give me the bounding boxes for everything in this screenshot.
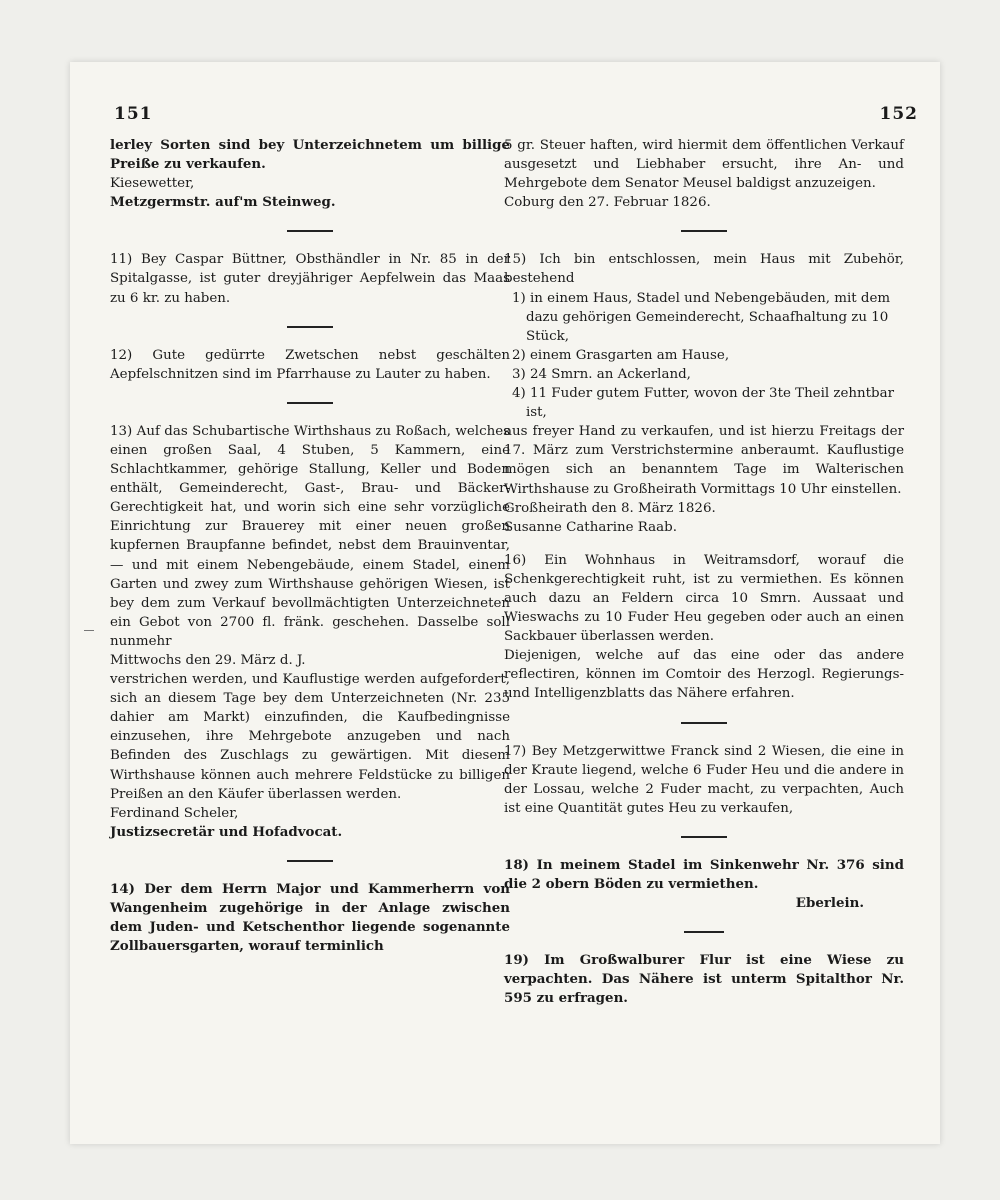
ad-18-signature: Eberlein. — [795, 895, 864, 912]
ad-15-date: Großheirath den 8. März 1826. — [504, 500, 716, 516]
list-item: 2) einem Grasgarten am Hause, — [512, 347, 730, 363]
ad-signature-title: Metzgermstr. auf'm Steinweg. — [110, 194, 336, 211]
ad-signature-name: Kiesewetter, — [110, 176, 195, 192]
ad-18: 18) In meinem Stadel im Sinkenwehr Nr. 376 sind die 2 obern Böden zu vermiethen. — [504, 856, 904, 892]
ad-14-continued: 5 gr. Steuer haften, wird hiermit dem öffentlichen Verkauf ausgesetzt und Liebhaber ersucht, ihre An- und Mehrgebote dem Senator Meusel baldigst anzuzeigen. — [504, 138, 904, 192]
right-column — [504, 136, 904, 1008]
ad-16: 16) Ein Wohnhaus in Weitramsdorf, worauf die Schenkgerechtigkeit ruht, ist zu vermiethen. Es können auch dazu an Feldern circa 10 Smrn. Aussaat und Wieswachs zu 10 Fuder Heu gegeben oder auch an einen Sackbauer überlassen werden. — [504, 552, 904, 645]
newspaper-page — [70, 62, 940, 1144]
ad-13-signature-title: Justizsecretär und Hofadvocat. — [110, 823, 343, 840]
ad-13-continued: verstrichen werden, und Kauflustige werden aufgefordert, sich an diesem Tage bey dem Unterzeichneten (Nr. 235 dahier am Markt) einzufinden, die Kaufbedingnisse einzusehen, ihre Mehrgebote anzugeben und nach Befinden des Zuschlags zu gewärtigen. Mit diesem Wirthshause können auch mehrere Feldstücke zu billigen Preißen an den Käufer überlassen werden. — [110, 672, 510, 802]
page-number-left: 151 — [114, 104, 153, 124]
ad-15-list — [504, 289, 904, 423]
separator-rule — [681, 230, 727, 232]
separator-rule — [681, 722, 727, 724]
ad-12: 12) Gute gedürrte Zwetschen nebst geschälten Aepfelschnitzen sind im Pfarrhause zu Lauter zu haben. — [110, 347, 510, 382]
ad-13: 13) Auf das Schubartische Wirthshaus zu Roßach, welches einen großen Saal, 4 Stuben, 5 Kammern, eine Schlachtkammer, gehörige Stallung, Keller und Boden enthält, Gemeinderecht, Gast-, Brau- und Bäcker-Gerechtigkeit hat, und worin sich eine sehr vorzügliche Einrichtung zur Brauerey mit einer neuen großen kupfernen Braupfanne befindet, nebst dem Brauinventar, — und mit einem Nebengebäude, einem Stadel, einem Garten und zwey zum Wirthshause gehörigen Wiesen, ist bey dem zum Verkauf bevollmächtigten Unterzeichneten ein Gebot von 2700 fl. fränk. geschehen. Dasselbe soll nunmehr — [110, 423, 510, 649]
ad-14: 14) Der dem Herrn Major und Kammerherrn von Wangenheim zugehörige in der Anlage zwischen dem Juden- und Ketschenthor liegende sogenannte Zollbauersgarten, worauf terminlich — [110, 880, 510, 955]
ad-13-signature-name: Ferdinand Scheler, — [110, 805, 239, 821]
page-number-right: 152 — [879, 104, 918, 124]
list-item: 4) 11 Fuder gutem Futter, wovon der 3te Theil zehntbar ist, — [512, 386, 894, 421]
ad-19: 19) Im Großwalburer Flur ist eine Wiese zu verpachten. Das Nähere ist unterm Spitalthor Nr. 595 zu erfragen. — [504, 952, 904, 1007]
ad-continued-text: lerley Sorten sind bey Unterzeichnetem um billige Preiße zu verkaufen. — [110, 137, 510, 173]
ad-17: 17) Bey Metzgerwittwe Franck sind 2 Wiesen, die eine in der Kraute liegend, welche 6 Fuder Heu und die andere in der Lossau, welche 2 Fuder macht, zu verpachten, Auch ist eine Quantität gutes Heu zu verkaufen, — [504, 743, 904, 816]
ad-15-continued: aus freyer Hand zu verkaufen, und ist hierzu Freitags der 17. März zum Verstrichstermine anberaumt. Kauflustige mögen sich an benanntem Tage im Walterischen Wirthshause zu Großheirath Vormittags 10 Uhr einstellen. — [504, 424, 904, 497]
separator-rule — [681, 836, 727, 838]
ad-11: 11) Bey Caspar Büttner, Obsthändler in Nr. 85 in der Spitalgasse, ist guter dreyjähriger Aepfelwein das Maas zu 6 kr. zu haben. — [110, 252, 510, 306]
ad-13-date: Mittwochs den 29. März d. J. — [110, 652, 306, 668]
ad-15-signature: Susanne Catharine Raab. — [504, 519, 677, 535]
list-item: 3) 24 Smrn. an Ackerland, — [512, 366, 691, 382]
separator-rule — [684, 931, 724, 933]
ad-14-date: Coburg den 27. Februar 1826. — [504, 195, 711, 211]
separator-rule — [287, 230, 333, 232]
separator-rule — [287, 326, 333, 328]
ad-15-intro: 15) Ich bin entschlossen, mein Haus mit Zubehör, bestehend — [504, 252, 904, 287]
list-item: 1) in einem Haus, Stadel und Nebengebäuden, mit dem dazu gehörigen Gemeinderecht, Schaafhaltung zu 10 Stück, — [512, 290, 891, 344]
left-column — [110, 136, 510, 956]
separator-rule — [287, 402, 333, 404]
ad-16-continued: Diejenigen, welche auf das eine oder das andere reflectiren, können im Comtoir des Herzogl. Regierungs- und Intelligenzblatts das Nähere erfahren. — [504, 648, 904, 702]
separator-rule — [287, 860, 333, 862]
margin-mark — [84, 630, 94, 631]
